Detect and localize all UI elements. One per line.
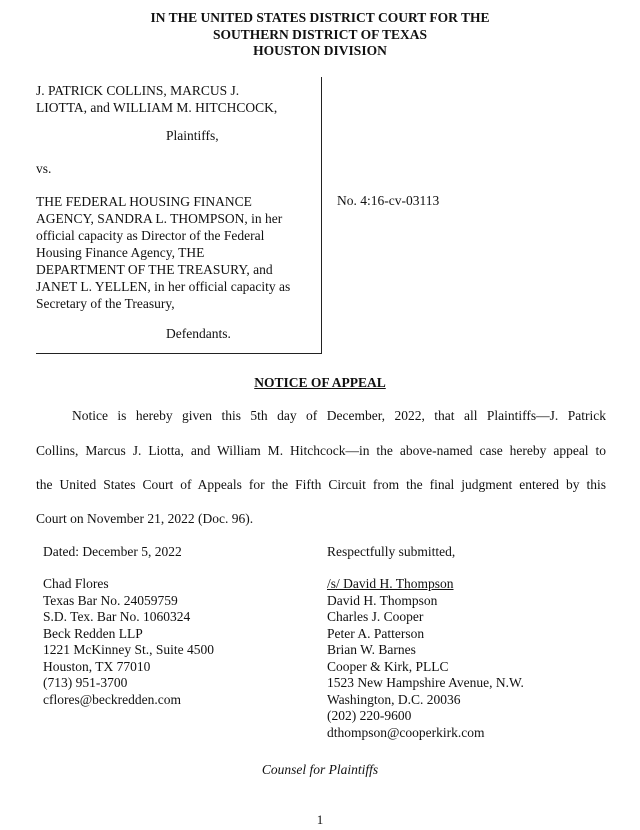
counsel-line: David H. Thompson — [327, 592, 438, 608]
counsel-line: (202) 220-9600 — [327, 708, 412, 723]
versus-label: vs. — [36, 161, 52, 176]
respectfully-submitted: Respectfully submitted, — [327, 544, 456, 559]
notice-body-line: Court on November 21, 2022 (Doc. 96). — [36, 511, 254, 526]
defendants-names — [36, 193, 321, 312]
counsel-line: (713) 951-3700 — [43, 675, 128, 690]
caption-divider-horizontal — [36, 353, 322, 354]
plaintiffs-role: Plaintiffs, — [166, 128, 219, 143]
counsel-line: Chad Flores — [43, 576, 109, 591]
defendants-role: Defendants. — [166, 326, 231, 341]
caption-divider-vertical — [321, 77, 322, 353]
defendants-line: JANET L. YELLEN, in her official capacity as — [36, 279, 291, 294]
counsel-line: 1221 McKinney St., Suite 4500 — [43, 642, 214, 657]
notice-body-line: Collins, Marcus J. Liotta, and William M. Hitchcock—in the above-named case hereby appeal to — [36, 443, 606, 458]
local-counsel-block — [43, 576, 214, 708]
defendants-line: THE FEDERAL HOUSING FINANCE — [36, 194, 252, 209]
notice-title: NOTICE OF APPEAL — [254, 375, 386, 390]
counsel-line: Cooper & Kirk, PLLC — [327, 658, 449, 674]
defendants-line: AGENCY, SANDRA L. THOMPSON, in her — [36, 211, 283, 226]
counsel-for-plaintiffs: Counsel for Plaintiffs — [261, 762, 379, 777]
plaintiffs-line: J. PATRICK COLLINS, MARCUS J. — [36, 83, 240, 98]
counsel-line: Peter A. Patterson — [327, 625, 425, 641]
page-number: 1 — [316, 812, 324, 827]
court-heading-line: HOUSTON DIVISION — [253, 43, 387, 58]
counsel-email: dthompson@cooperkirk.com — [327, 724, 485, 740]
defendants-line: DEPARTMENT OF THE TREASURY, and — [36, 262, 273, 277]
counsel-line: Washington, D.C. 20036 — [327, 691, 461, 707]
counsel-line: Houston, TX 77010 — [43, 658, 151, 674]
counsel-line: S.D. Tex. Bar No. 1060324 — [43, 609, 191, 624]
plaintiffs-line: LIOTTA, and WILLIAM M. HITCHCOCK, — [36, 100, 278, 115]
counsel-line: Brian W. Barnes — [327, 642, 416, 657]
lead-counsel-block — [327, 576, 524, 741]
counsel-line: Charles J. Cooper — [327, 609, 424, 624]
court-heading — [0, 10, 640, 60]
court-heading-line: IN THE UNITED STATES DISTRICT COURT FOR THE — [150, 10, 490, 25]
plaintiffs-names — [36, 82, 318, 116]
notice-body-line: the United States Court of Appeals for the Fifth Circuit from the final judgment entered by this — [36, 477, 606, 492]
signature-line: /s/ David H. Thompson — [327, 576, 454, 591]
defendants-line: official capacity as Director of the Federal — [36, 228, 265, 243]
defendants-line: Secretary of the Treasury, — [36, 296, 175, 311]
court-heading-line: SOUTHERN DISTRICT OF TEXAS — [213, 26, 427, 42]
counsel-line: Texas Bar No. 24059759 — [43, 592, 178, 608]
dated-line: Dated: December 5, 2022 — [43, 544, 182, 559]
counsel-line: 1523 New Hampshire Avenue, N.W. — [327, 675, 524, 690]
counsel-email: cflores@beckredden.com — [43, 691, 181, 707]
defendants-line: Housing Finance Agency, THE — [36, 245, 205, 260]
counsel-line: Beck Redden LLP — [43, 625, 143, 641]
notice-body-line: Notice is hereby given this 5th day of December, 2022, that all Plaintiffs—J. Patrick — [72, 408, 606, 423]
case-number: No. 4:16-cv-03113 — [337, 193, 440, 208]
